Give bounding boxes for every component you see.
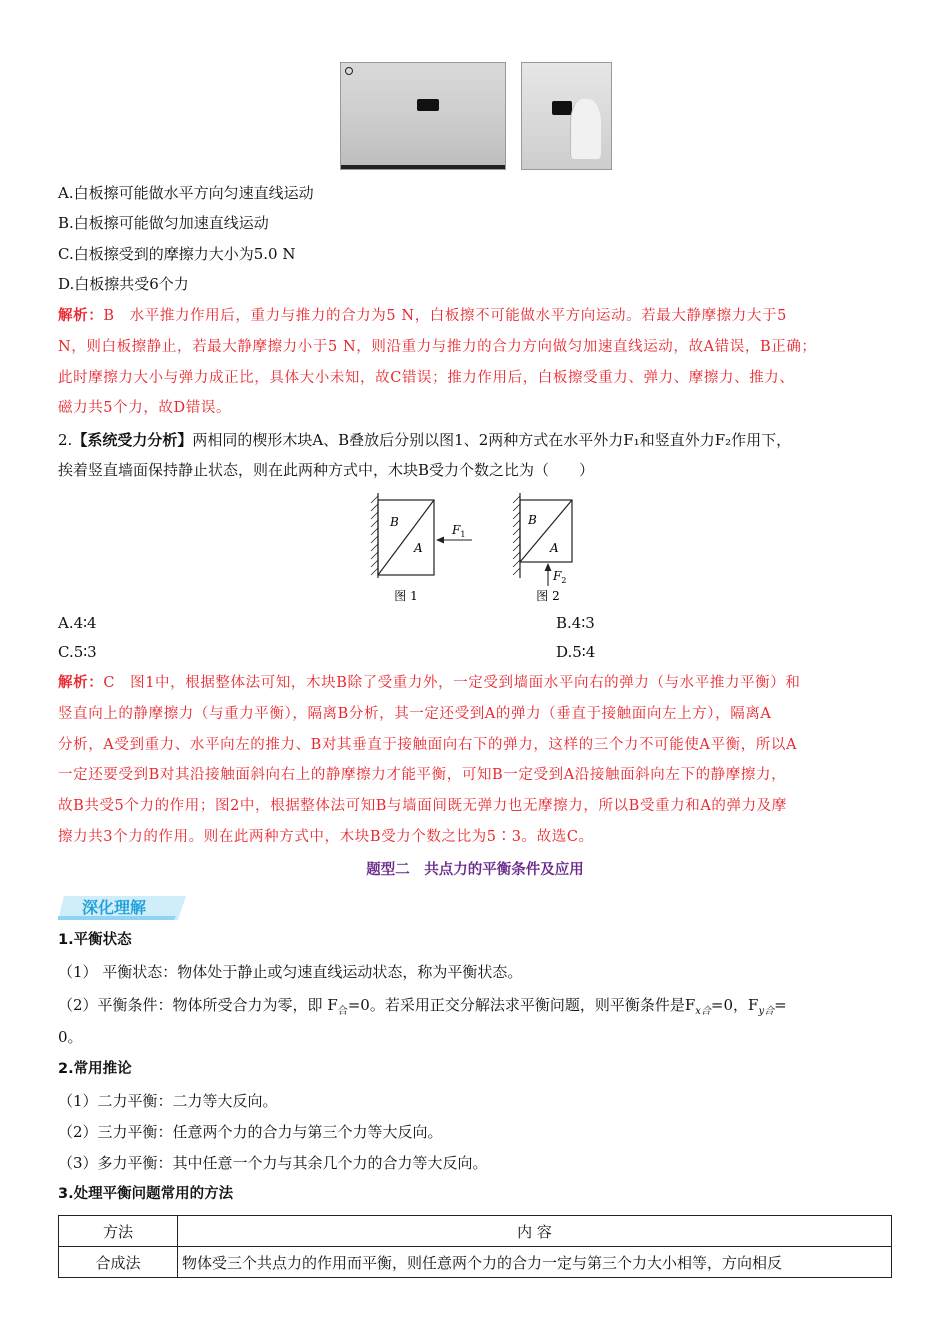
part1-heading: 1.平衡状态 <box>58 932 132 948</box>
q2-analysis-line-3: 分析，A受到重力、水平向左的推力、B对其垂直于接触面向右下的弹力，这样的三个力不可能使A平衡，所以A <box>58 737 798 753</box>
methods-table <box>58 1215 892 1278</box>
part1-line-3: 0。 <box>58 1028 83 1046</box>
part2-item-2: （2）三力平衡：任意两个力的合力与第三个力等大反向。 <box>58 1123 443 1141</box>
fig2-label-b: B <box>528 513 537 527</box>
table-header-method: 方法 <box>59 1216 178 1247</box>
table-header-content: 内 容 <box>178 1216 892 1247</box>
f1-label: $F_1$ <box>452 523 466 539</box>
f2-label: $F_2$ <box>553 569 567 585</box>
eraser-block <box>417 99 439 111</box>
q1-analysis-line-2: N，则白板擦静止，若最大静摩擦力小于5 N，则沿重力与推力的合力方向做匀加速直线运动，故A错误，B正确； <box>58 339 817 355</box>
q1-option-d: D.白板擦共受6个力 <box>58 275 189 293</box>
q2-option-b: B.4∶3 <box>556 614 595 632</box>
q2-stem-text: 两相同的楔形木块A、B叠放后分别以图1、2两种方式在水平外力F₁和竖直外力F₂作用下， <box>192 431 792 449</box>
fig1-label-a: A <box>414 541 423 555</box>
q2-tag: 【系统受力分析】 <box>72 431 193 449</box>
q1-analysis-line-3: 此时摩擦力大小与弹力成正比，具体大小未知，故C错误；推力作用后，白板擦受重力、弹力、摩擦力、推力、 <box>58 370 795 386</box>
magnet-dot <box>345 67 353 75</box>
board-frame <box>341 165 505 169</box>
q1-option-a: A.白板擦可能做水平方向匀速直线运动 <box>58 184 314 202</box>
fig2-label-a: A <box>550 541 559 555</box>
wall-1-hatch <box>371 496 378 575</box>
block-1-diagonal <box>378 500 434 575</box>
q2-stem-line-2: 挨着竖直墙面保持静止状态，则在此两种方式中，木块B受力个数之比为（ ） <box>58 461 595 479</box>
f2-arrowhead <box>545 563 552 571</box>
q2-analysis-line-2: 竖直向上的静摩擦力（与重力平衡），隔离B分析，其一定还受到A的弹力（垂直于接触面向左上方），隔离A <box>58 706 772 722</box>
part2-item-3: （3）多力平衡：其中任意一个力与其余几个力的合力等大反向。 <box>58 1154 488 1172</box>
part1-line-2: （2）平衡条件：物体所受合力为零，即 $F_合=0$。若采用正交分解法求平衡问题，则平衡条件是$F_{x合}=0$，$F_{y合}=$ <box>58 996 787 1017</box>
part3-heading: 3.处理平衡问题常用的方法 <box>58 1186 234 1202</box>
eraser-block <box>552 101 572 115</box>
analysis-text: C 图1中，根据整体法可知，木块B除了受重力外，一定受到墙面水平向右的弹力（与水平推力平衡）和 <box>103 675 801 691</box>
wall-2-hatch <box>513 496 520 575</box>
q2-analysis-line-4: 一定还要受到B对其沿接触面斜向右上的静摩擦力才能平衡，可知B一定受到A沿接触面斜向左下的静摩擦力， <box>58 767 787 783</box>
part2-item-1: （1）二力平衡：二力等大反向。 <box>58 1092 278 1110</box>
q2-stem-line-1 <box>58 430 791 450</box>
q2-option-a: A.4∶4 <box>58 614 97 632</box>
block-2-diagonal <box>520 500 572 562</box>
analysis-label: 解析： <box>58 307 104 324</box>
part2-heading: 2.常用推论 <box>58 1061 132 1077</box>
table-row <box>59 1247 892 1278</box>
whiteboard-photo-2 <box>521 62 612 170</box>
table-cell-content: 物体受三个共点力的作用而平衡，则任意两个力的合力一定与第三个力大小相等，方向相反 <box>178 1247 892 1278</box>
q1-analysis-line-4: 磁力共5个力，故D错误。 <box>58 400 232 416</box>
q2-option-d: D.5∶4 <box>556 643 596 661</box>
table-cell-method: 合成法 <box>59 1247 178 1278</box>
part1-line-1: （1） 平衡状态：物体处于静止或匀速直线运动状态，称为平衡状态。 <box>58 963 523 981</box>
whiteboard-photo-1 <box>340 62 506 170</box>
analysis-text: B 水平推力作用后，重力与推力的合力为5 N，白板擦不可能做水平方向运动。若最大静摩擦力大于5 <box>103 308 787 324</box>
q2-option-c: C.5∶3 <box>58 643 97 661</box>
fig1-caption: 图 1 <box>394 589 418 603</box>
q1-option-b: B.白板擦可能做匀加速直线运动 <box>58 214 269 232</box>
wedge-figure <box>360 488 590 608</box>
hand-shape <box>570 99 601 159</box>
q2-analysis-line-6: 擦力共3个力的作用。则在此两种方式中，木块B受力个数之比为5∶3。故选C。 <box>58 829 594 845</box>
q1-option-c: C.白板擦受到的摩擦力大小为5.0 N <box>58 245 296 263</box>
f1-arrowhead <box>436 537 444 544</box>
q1-analysis-line-1 <box>58 306 787 326</box>
q2-analysis-line-1 <box>58 673 800 693</box>
analysis-label: 解析： <box>58 674 104 691</box>
deepen-understanding-badge <box>58 892 188 922</box>
table-header-row <box>59 1216 892 1247</box>
q2-analysis-line-5: 故B共受5个力的作用；图2中，根据整体法可知B与墙面间既无弹力也无摩擦力，所以B受重力和A的弹力及摩 <box>58 798 787 814</box>
section-title: 题型二 共点力的平衡条件及应用 <box>366 862 584 878</box>
fig2-caption: 图 2 <box>536 589 560 603</box>
fig1-label-b: B <box>390 515 399 529</box>
badge-text: 深化理解 <box>82 898 147 917</box>
q2-number: 2. <box>58 431 73 449</box>
